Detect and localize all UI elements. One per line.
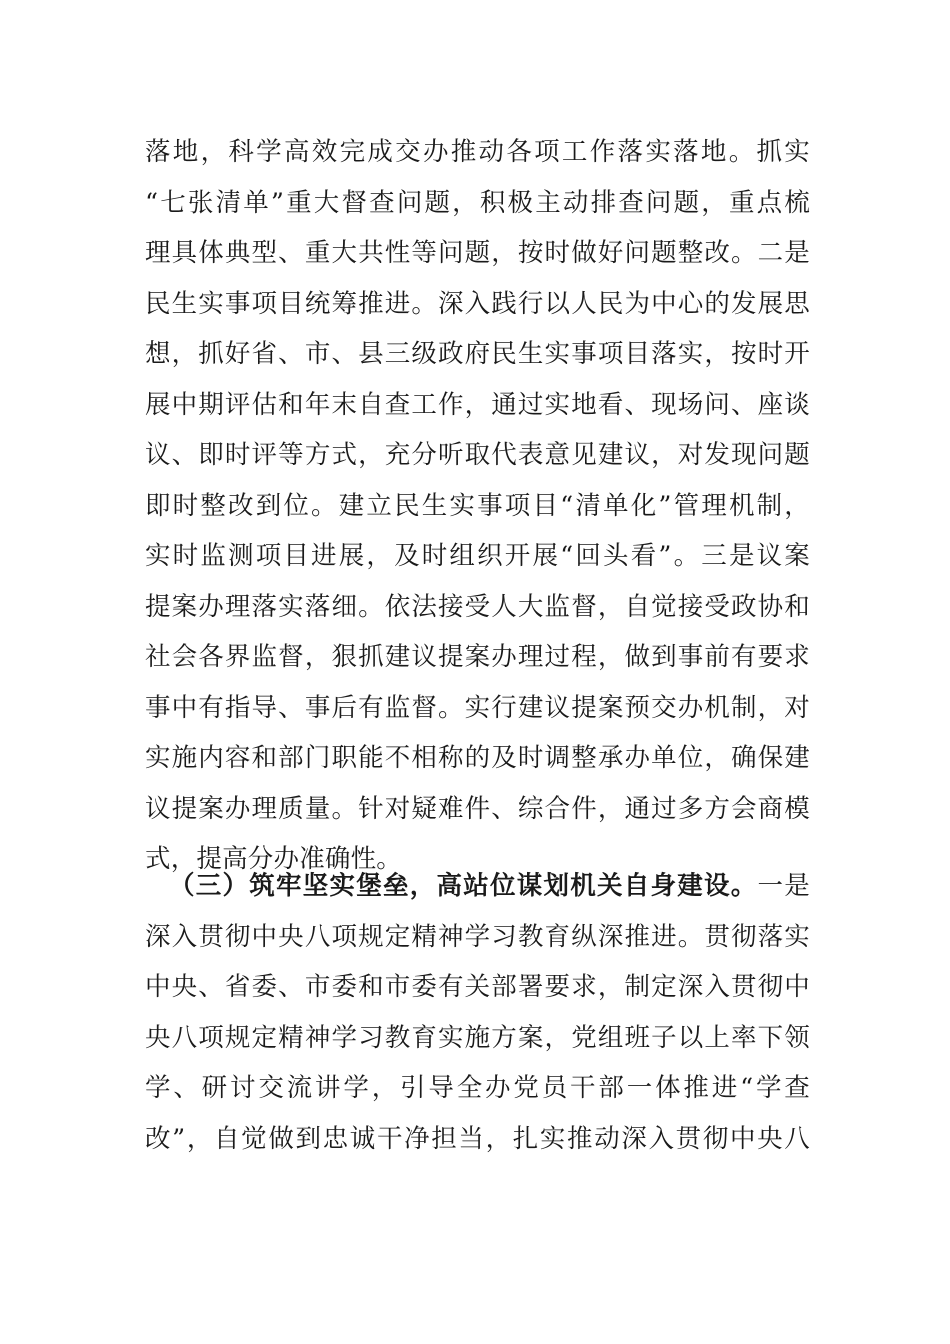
text-line: 式，提高分办准确性。: [145, 844, 403, 874]
text-line: 事中有指导、事后有监督。实行建议提案预交办机制，对: [145, 692, 810, 723]
text-line: 落地，科学高效完成交办推动各项工作落实落地。抓实: [145, 137, 810, 167]
text-line: 提案办理落实落细。依法接受人大监督，自觉接受政协和: [145, 591, 810, 622]
text-line: 理具体典型、重大共性等问题，按时做好问题整改。二是: [145, 238, 810, 268]
section-heading-line: [145, 861, 810, 912]
text-line: 展中期评估和年末自查工作，通过实地看、现场问、座谈: [145, 389, 810, 420]
text-line: 议提案办理质量。针对疑难件、综合件，通过多方会商模: [145, 793, 810, 824]
text-line: 想，抓好省、市、县三级政府民生实事项目落实，按时开: [145, 339, 810, 369]
text-line: “七张清单”重大督查问题，积极主动排查问题，重点梳: [145, 187, 810, 218]
text-line: 即时整改到位。建立民生实事项目“清单化”管理机制，: [145, 490, 810, 521]
text-line: 民生实事项目统筹推进。深入践行以人民为中心的发展思: [145, 288, 810, 319]
heading-line-continuation: 一是: [757, 871, 810, 901]
text-line: 深入贯彻中央八项规定精神学习教育纵深推进。贯彻落实: [145, 921, 810, 952]
text-line: 社会各界监督，狠抓建议提案办理过程，做到事前有要求: [145, 642, 810, 672]
paragraph-organization-building: [145, 861, 810, 1164]
paragraph-livelihood-projects: [145, 127, 810, 885]
text-line: 实施内容和部门职能不相称的及时调整承办单位，确保建: [145, 743, 810, 773]
text-line: 改”，自觉做到忠诚干净担当，扎实推动深入贯彻中央八: [145, 1123, 810, 1154]
text-line: 议、即时评等方式，充分听取代表意见建议，对发现问题: [145, 440, 810, 470]
text-line: 央八项规定精神学习教育实施方案，党组班子以上率下领: [145, 1022, 810, 1053]
section-heading: （三）筑牢坚实堡垒，高站位谋划机关自身建设。: [169, 871, 758, 901]
text-line: 中央、省委、市委和市委有关部署要求，制定深入贯彻中: [145, 972, 810, 1002]
text-line: 学、研讨交流讲学，引导全办党员干部一体推进“学查: [145, 1073, 810, 1103]
text-line: 实时监测项目进展，及时组织开展“回头看”。三是议案: [145, 541, 810, 571]
